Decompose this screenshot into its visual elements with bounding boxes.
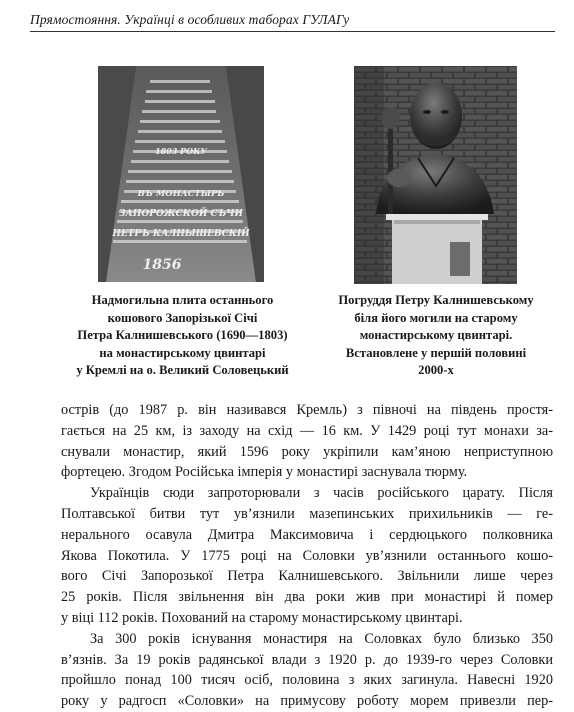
text-line: Полтавської битви тут ув’язнили мазепинських прихильників — ге-	[61, 505, 553, 522]
paragraph	[61, 629, 553, 712]
body-text	[61, 400, 553, 712]
text-line: За 300 років існування монастиря на Соловках було близько 350	[90, 630, 553, 647]
caption-line: Надмогильна плита останнього	[91, 293, 274, 307]
text-line: вого Січі Запорозької Петра Калнишевського. Звільнили лише через	[61, 568, 553, 585]
caption-line: на монастирському цвинтарі	[99, 345, 266, 360]
text-line: Якова Покотила. У 1775 році на Соловки ув’язнили останнього кошо-	[61, 547, 553, 564]
gravestone-engraving-line: ПЕТРЪ КАЛНЫШЕВСКІЙ	[112, 229, 250, 239]
text-line: року у радгосп «Соловки» на примусову роботу морем привезли пер-	[61, 693, 553, 710]
gravestone-engraving-year: 1856	[142, 257, 182, 273]
gravestone-photo	[98, 66, 264, 282]
gravestone-engraving-line: ВЪ МОНАСТЫРЬ	[137, 189, 225, 199]
caption-line: у Кремлі на о. Великий Соловецький	[76, 363, 289, 377]
caption-line: біля його могили на старому	[354, 310, 518, 325]
caption-line: монастирському цвинтарі.	[359, 328, 513, 342]
gravestone-engraving-line: 1803 РОКУ	[155, 146, 207, 156]
text-line: пройшло понад 100 тисяч осіб, половина з яких загинула. Навесні 1920	[61, 672, 553, 689]
caption-line: 2000-х	[418, 363, 454, 377]
bust-photo	[354, 66, 517, 284]
text-line: у віці 112 років. Похований на старому монастирському цвинтарі.	[61, 609, 463, 626]
running-header	[30, 12, 555, 32]
caption-line: кошового Запорізької Січі	[107, 310, 258, 325]
caption-line: Погруддя Петру Калнишевському	[338, 293, 534, 307]
text-line: снували монастир, який 1596 року укріпили кам’яною неприступною	[61, 443, 553, 460]
caption-line: Встановлене у першій половині	[345, 345, 527, 360]
gravestone-engraving-line: ЗАПОРОЖСКОЙ СЪЧИ	[119, 209, 243, 219]
text-line: в’язнів. За 19 років радянської влади з 1920 р. до 1939-го через Соловки	[61, 651, 553, 668]
text-line: Українців сюди запроторювали з часів російського царату. Після	[90, 485, 553, 502]
caption-line: Петра Калнишевського (1690—1803)	[77, 328, 288, 342]
running-header-title: Прямостояння. Українці в особливих таборах ГУЛАГу	[30, 12, 350, 27]
gravestone-caption	[40, 292, 325, 380]
paragraph	[61, 400, 553, 483]
text-line: гається на 25 км, із заходу на схід — 16 км. У 1429 році тут монахи за-	[61, 422, 553, 439]
text-line: 25 років. Після звільнення він два роки жив при монастирі й помер	[61, 589, 553, 606]
text-line: нерального осавула Дмитра Максимовича і сердюцького полковника	[61, 526, 553, 543]
bust-caption	[305, 292, 567, 380]
text-line: острів (до 1987 р. він називався Кремль) з півночі на південь простя-	[61, 402, 553, 418]
bust-photo-image	[354, 66, 517, 284]
text-line: фортецею. Згодом Російська імперія у монастирі заснувала тюрму.	[61, 464, 468, 481]
gravestone-photo-image	[98, 66, 264, 282]
paragraph	[61, 483, 553, 629]
